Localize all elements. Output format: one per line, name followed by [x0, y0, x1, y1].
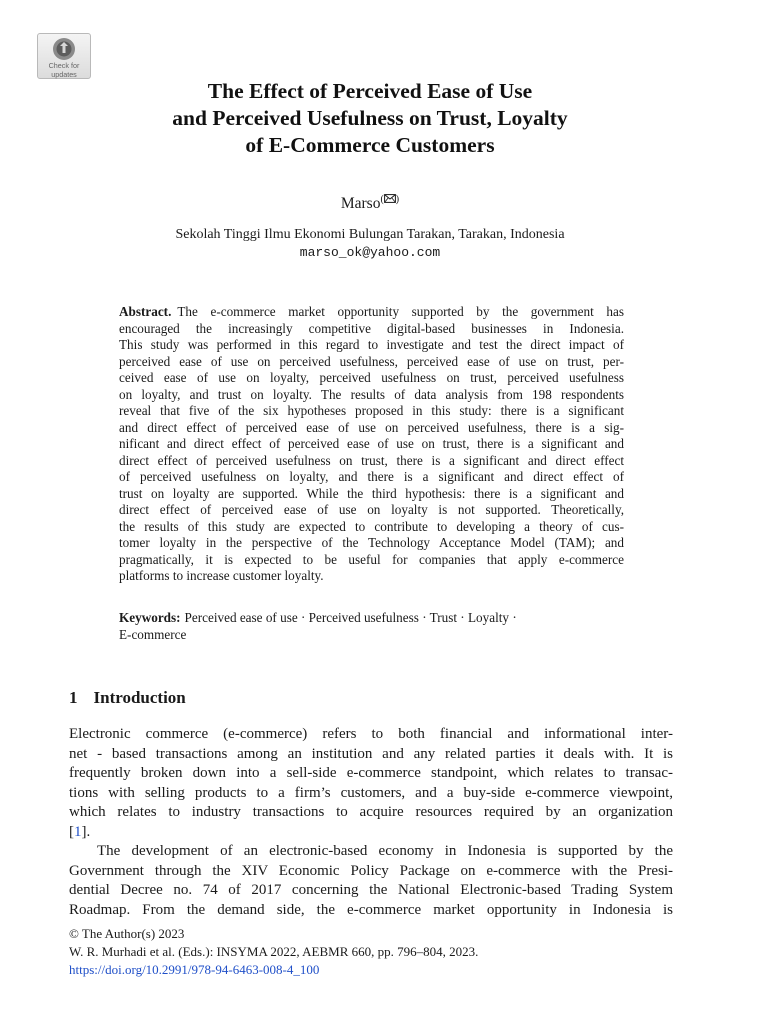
check-for-updates-badge[interactable]: [37, 33, 91, 79]
body-line: dential Decree no. 74 of 2017 concerning the National Electronic-based Trading System: [69, 882, 673, 898]
abstract-line: the results of this study are expected to contribute to developing a theory of cus-: [119, 518, 624, 534]
body-line: which relates to industry transactions to acquire resources required by an organization: [69, 804, 673, 820]
abstract-line: pragmatically, it is expected to be useful for companies that apply e-commerce: [119, 551, 624, 567]
abstract-line: encouraged the increasingly competitive digital-based businesses in Indonesia.: [119, 320, 624, 336]
abstract-line: nificant and direct effect of perceived ease of use on trust, there is a significant and: [119, 436, 624, 451]
abstract-line: tomer loyalty in the perspective of the Technology Acceptance Model (TAM); and: [119, 535, 624, 550]
keywords-line: [119, 609, 624, 626]
corresponding-mark: [380, 194, 399, 205]
abstract-line: on loyalty, and trust on loyalty. The results of data analysis from 198 respondents: [119, 386, 624, 402]
abstract-line: of perceived usefulness on loyalty, and there is a significant and direct effect of: [119, 469, 624, 484]
citation-info: W. R. Murhadi et al. (Eds.): INSYMA 2022, AEBMR 660, pp. 796–804, 2023.: [69, 944, 479, 959]
title-line: of E-Commerce Customers: [245, 133, 495, 157]
abstract-label: Abstract.: [119, 304, 172, 319]
abstract-line: direct effect of perceived usefulness on trust, there is a significant and direct effect: [119, 452, 624, 468]
section-title: Introduction: [93, 688, 186, 707]
badge-text-line2: updates: [51, 70, 77, 79]
author-name: Marso: [340, 195, 381, 212]
abstract-line: perceived ease of use on perceived usefulness, perceived ease of use on trust, per-: [119, 353, 624, 369]
body-line: frequently broken down into a sell-side e-commerce standpoint, which relates to transac-: [69, 765, 673, 781]
keywords-text: Perceived ease of use · Perceived usefulness · Trust · Loyalty ·: [184, 610, 517, 625]
citation-open: [: [69, 823, 74, 840]
body-line: Roadmap. From the demand side, the e-commerce market opportunity in Indonesia is: [69, 901, 673, 918]
body-line: [69, 823, 673, 843]
mark-open: (: [380, 194, 384, 205]
badge-text-line1: Check for: [48, 61, 80, 70]
citation-link[interactable]: 1: [74, 823, 82, 840]
affiliation: Sekolah Tinggi Ilmu Ekonomi Bulungan Tarakan, Tarakan, Indonesia: [175, 227, 565, 242]
title-line: and Perceived Usefulness on Trust, Loyalty: [172, 106, 568, 130]
envelope-icon: [384, 194, 396, 203]
abstract-line: ceived ease of use on loyalty, perceived usefulness on trust, perceived usefulness: [119, 370, 624, 385]
body-text: [69, 725, 673, 920]
abstract-line: reveal that five of the six hypotheses proposed in this study: there is a significant: [119, 403, 624, 418]
body-line: Government through the XIV Economic Policy Package on e-commerce with the Presi-: [69, 862, 673, 879]
copyright-notice: © The Author(s) 2023: [69, 926, 185, 941]
author-line: [0, 190, 740, 214]
keywords-line: E-commerce: [119, 627, 187, 642]
author-email[interactable]: marso_ok@yahoo.com: [299, 245, 441, 260]
section-heading: [69, 687, 186, 709]
body-line: The development of an electronic-based economy in Indonesia is supported by the: [97, 843, 673, 859]
abstract-line: platforms to increase customer loyalty.: [119, 568, 324, 583]
citation-close: ].: [81, 823, 91, 840]
abstract-text: The e-commerce market opportunity supported by the government has: [177, 304, 624, 319]
abstract-line: trust on loyalty are supported. While the third hypothesis: there is a significant and: [119, 485, 624, 501]
title-line: The Effect of Perceived Ease of Use: [207, 79, 533, 103]
body-line: Electronic commerce (e-commerce) refers to both financial and informational inter-: [69, 726, 673, 742]
mark-close: ): [395, 194, 400, 205]
abstract-line: direct effect of perceived ease of use on loyalty is not supported. Theoretically,: [119, 502, 624, 517]
body-line: tions with selling products to a firm’s customers, and a buy-side e-commerce viewpoint,: [69, 784, 673, 801]
paper-title: [90, 78, 650, 159]
section-number: 1: [69, 688, 78, 707]
abstract-line: [119, 304, 624, 321]
keywords: [119, 609, 624, 643]
abstract-line: and direct effect of perceived ease of use on perceived usefulness, there is a sig-: [119, 419, 624, 435]
keywords-label: Keywords:: [119, 610, 181, 625]
body-line: net - based transactions among an institution and any related parties it deals with. It is: [69, 745, 673, 762]
abstract: [119, 304, 624, 585]
footer: [69, 925, 478, 979]
abstract-line: This study was performed in this regard to investigate and test the direct impact of: [119, 337, 624, 352]
check-for-updates-icon: [51, 37, 77, 61]
doi-link[interactable]: https://doi.org/10.2991/978-94-6463-008-4_100: [69, 962, 320, 977]
